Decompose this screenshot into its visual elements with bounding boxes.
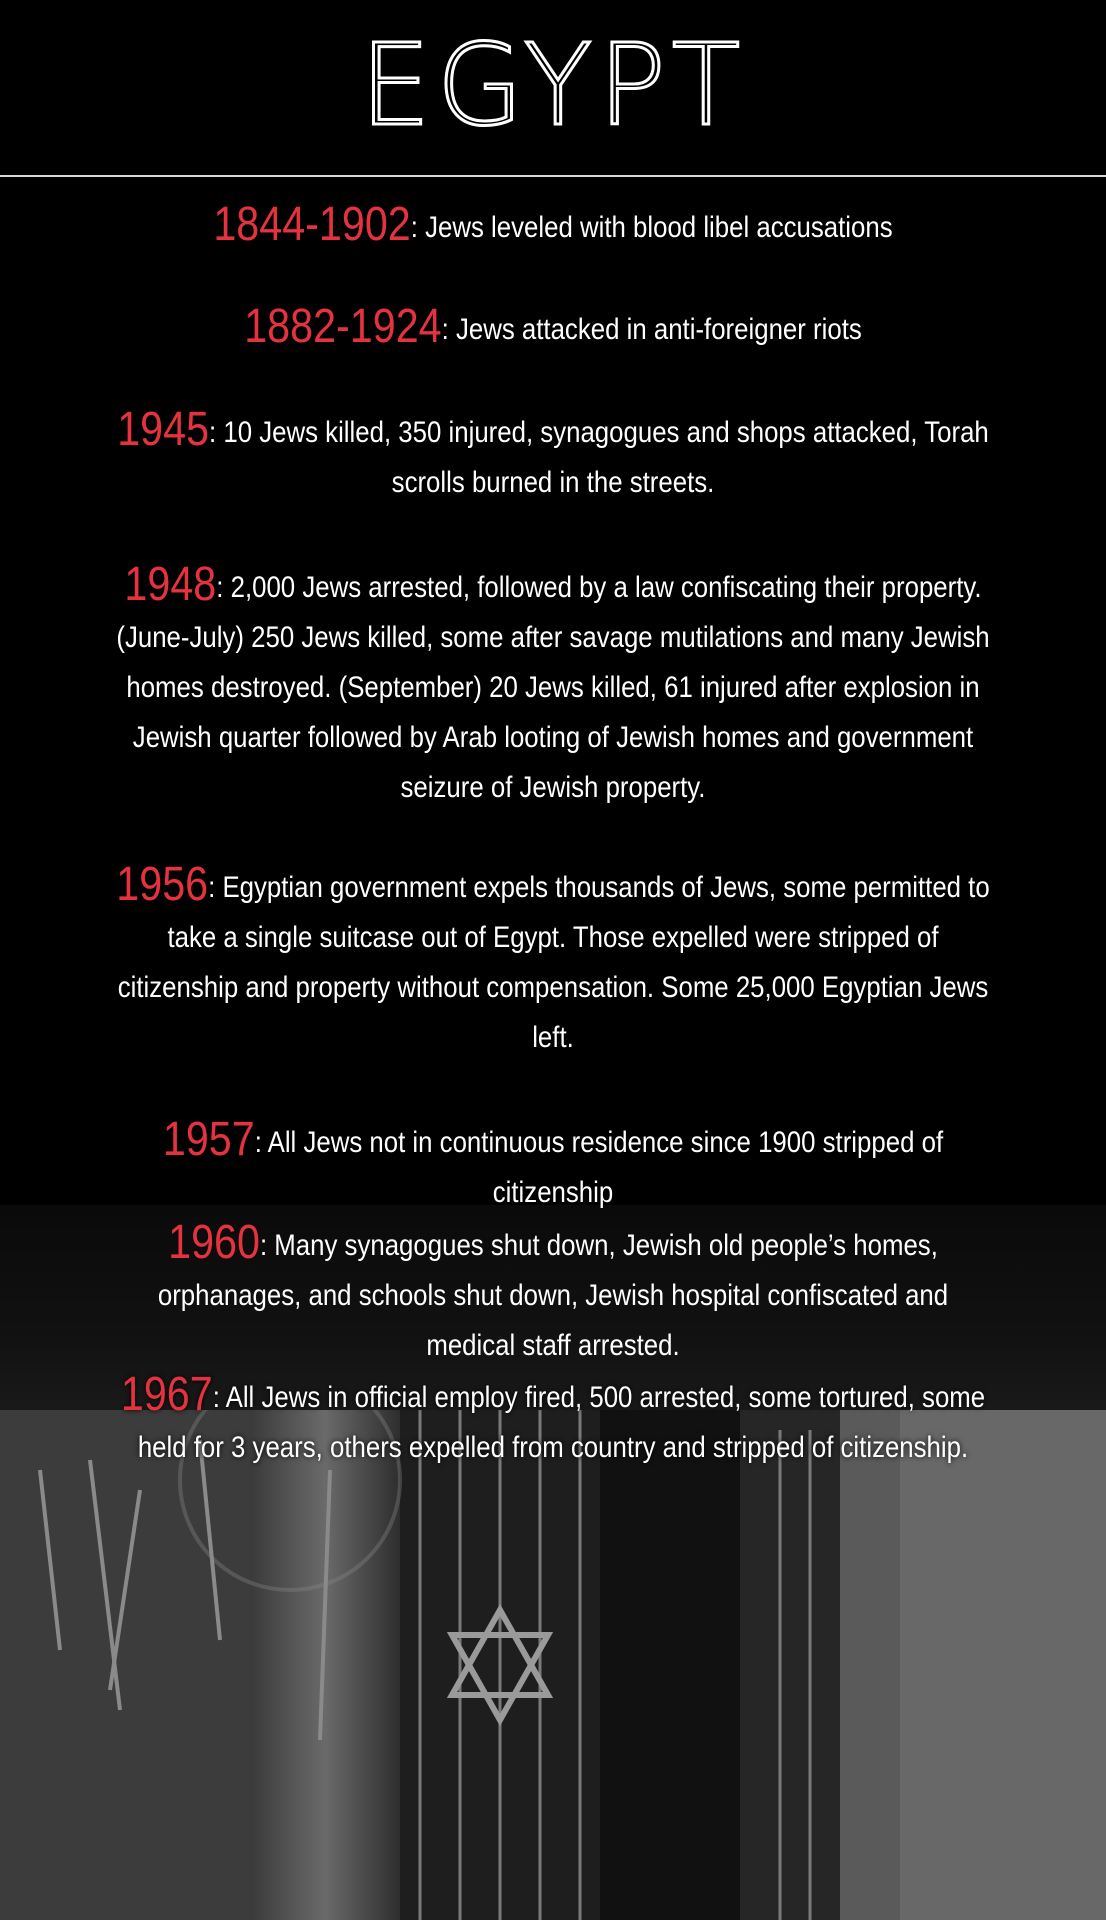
- timeline-entry: [112, 1115, 994, 1218]
- timeline-entry: [112, 302, 994, 355]
- entry-year: 1882-1924: [244, 300, 442, 353]
- entry-year: 1948: [124, 558, 217, 611]
- entry-year: 1956: [116, 858, 209, 911]
- entry-text: : All Jews not in continuous residence since 1900 stripped of citizenship: [254, 1126, 944, 1209]
- entry-text: : All Jews in official employ fired, 500 arrested, some tortured, some held for 3 years, others expelled from country and stripped of citizenship.: [137, 1381, 986, 1464]
- entry-year: 1960: [168, 1216, 260, 1269]
- entry-year: 1844-1902: [213, 198, 411, 251]
- entry-text: : Egyptian government expels thousands of Jews, some permitted to take a single suitcase out of Egypt. Those expelled were stripped of citizenship and property without compensation. Some 25,000 Egyptian Jews left.: [117, 871, 990, 1054]
- header-divider: [0, 175, 1106, 177]
- timeline-entry: [112, 560, 994, 813]
- header: [0, 0, 1106, 176]
- entry-text: : Jews attacked in anti-foreigner riots: [441, 313, 862, 346]
- timeline-entry: [112, 1370, 994, 1473]
- entry-text: : 2,000 Jews arrested, followed by a law confiscating their property. (June-July) 250 Jews killed, some after savage mutilations and many Jewish homes destroyed. (September) 20 Jews killed, 61 injured after explosion in Jewish quarter followed by Arab looting of Jewish homes and government seizure of Jewish property.: [116, 571, 990, 804]
- timeline-entry: [112, 405, 994, 508]
- entry-year: 1945: [117, 403, 210, 456]
- page-title: EGYPT: [359, 21, 747, 151]
- entry-year: 1957: [162, 1113, 255, 1166]
- timeline-entry: [112, 860, 994, 1063]
- entry-text: : Jews leveled with blood libel accusations: [410, 211, 893, 244]
- door-photo: [0, 1410, 1106, 1920]
- entry-text: : Many synagogues shut down, Jewish old people’s homes, orphanages, and schools shut down, Jewish hospital confiscated and medical staff arrested.: [157, 1229, 949, 1362]
- timeline-entry: [112, 200, 994, 253]
- entry-text: : 10 Jews killed, 350 injured, synagogues and shops attacked, Torah scrolls burned in the streets.: [209, 416, 989, 499]
- timeline-entry: [112, 1218, 994, 1371]
- entry-year: 1967: [120, 1368, 213, 1421]
